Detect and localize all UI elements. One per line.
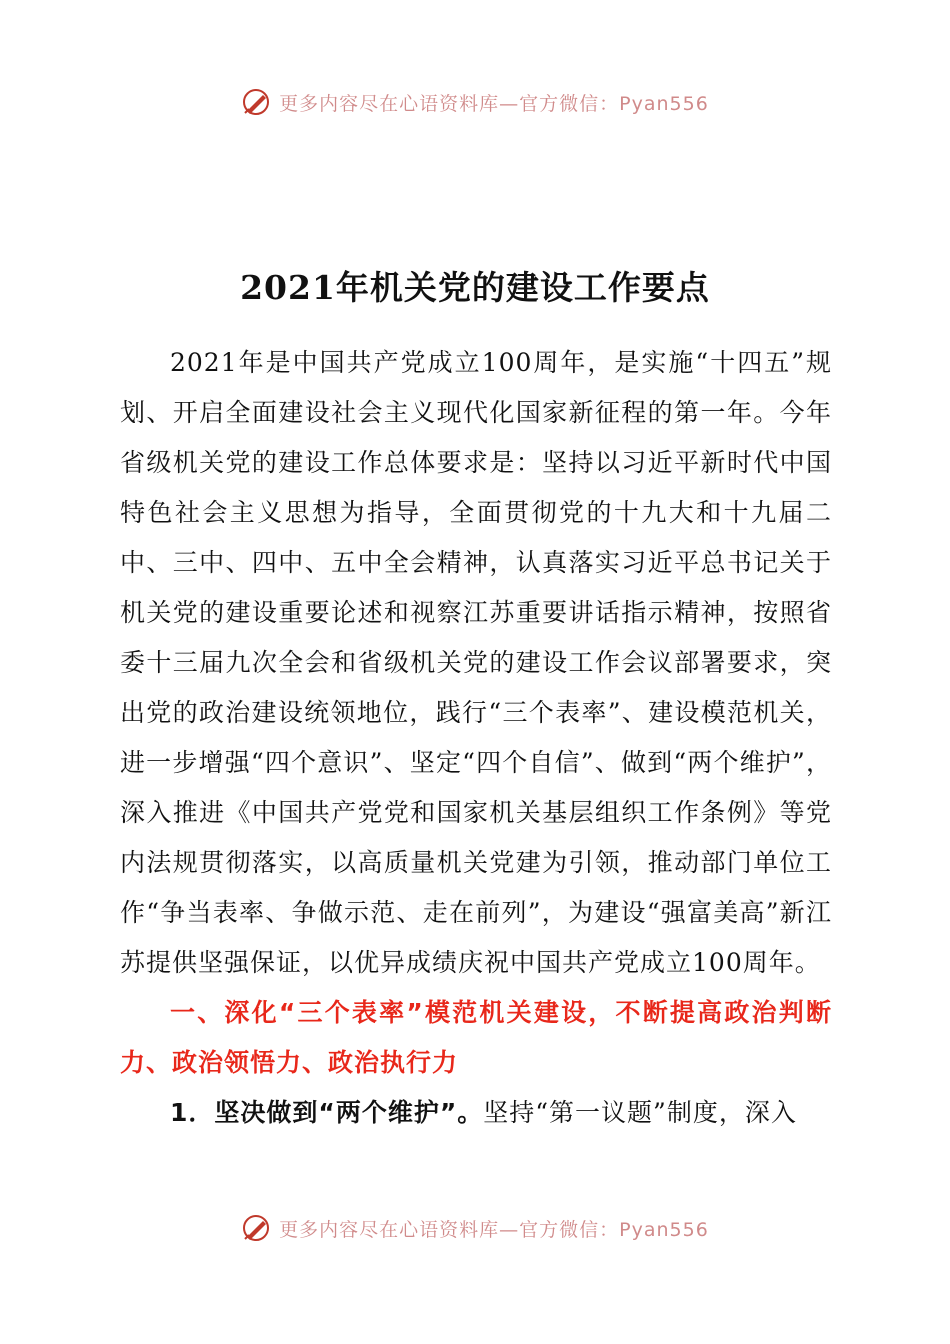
document-body — [120, 338, 832, 1138]
section-heading-1: 一、深化“三个表率”模范机关建设，不断提高政治判断力、政治领悟力、政治执行力 — [120, 998, 832, 1077]
item-1-text: 坚持“第一议题”制度，深入 — [483, 1098, 797, 1127]
intro-paragraph: 2021年是中国共产党成立100周年，是实施“十四五”规划、开启全面建设社会主义现代化国家新征程的第一年。今年省级机关党的建设工作总体要求是：坚持以习近平新时代中国特色社会主义思想为指导，全面贯彻党的十九大和十九届二中、三中、四中、五中全会精神，认真落实习近平总书记关于机关党的建设重要论述和视察江苏重要讲话指示精神，按照省委十三届九次全会和省级机关党的建设工作会议部署要求，突出党的政治建设统领地位，践行“三个表率”、建设模范机关，进一步增强“四个意识”、坚定“四个自信”、做到“两个维护”，深入推进《中国共产党党和国家机关基层组织工作条例》等党内法规贯彻落实，以高质量机关党建为引领，推动部门单位工作“争当表率、争做示范、走在前列”，为建设“强富美高”新江苏提供坚强保证，以优异成绩庆祝中国共产党成立100周年。 — [120, 348, 832, 977]
watermark-text: 更多内容尽在心语资料库—官方微信：Pyan556 — [279, 92, 709, 115]
document-title: 2021年机关党的建设工作要点 — [240, 268, 710, 307]
footer-watermark — [0, 1208, 950, 1248]
pen-logo-icon — [241, 87, 271, 117]
item-1 — [120, 1088, 832, 1138]
watermark-wechat-id: Pyan556 — [619, 1218, 709, 1241]
pen-logo-icon — [241, 1213, 271, 1243]
watermark-wechat-id: Pyan556 — [619, 92, 709, 115]
watermark-text: 更多内容尽在心语资料库—官方微信：Pyan556 — [279, 1218, 709, 1241]
item-1-lead: 1．坚决做到“两个维护”。 — [170, 1098, 484, 1127]
header-watermark — [0, 82, 950, 122]
